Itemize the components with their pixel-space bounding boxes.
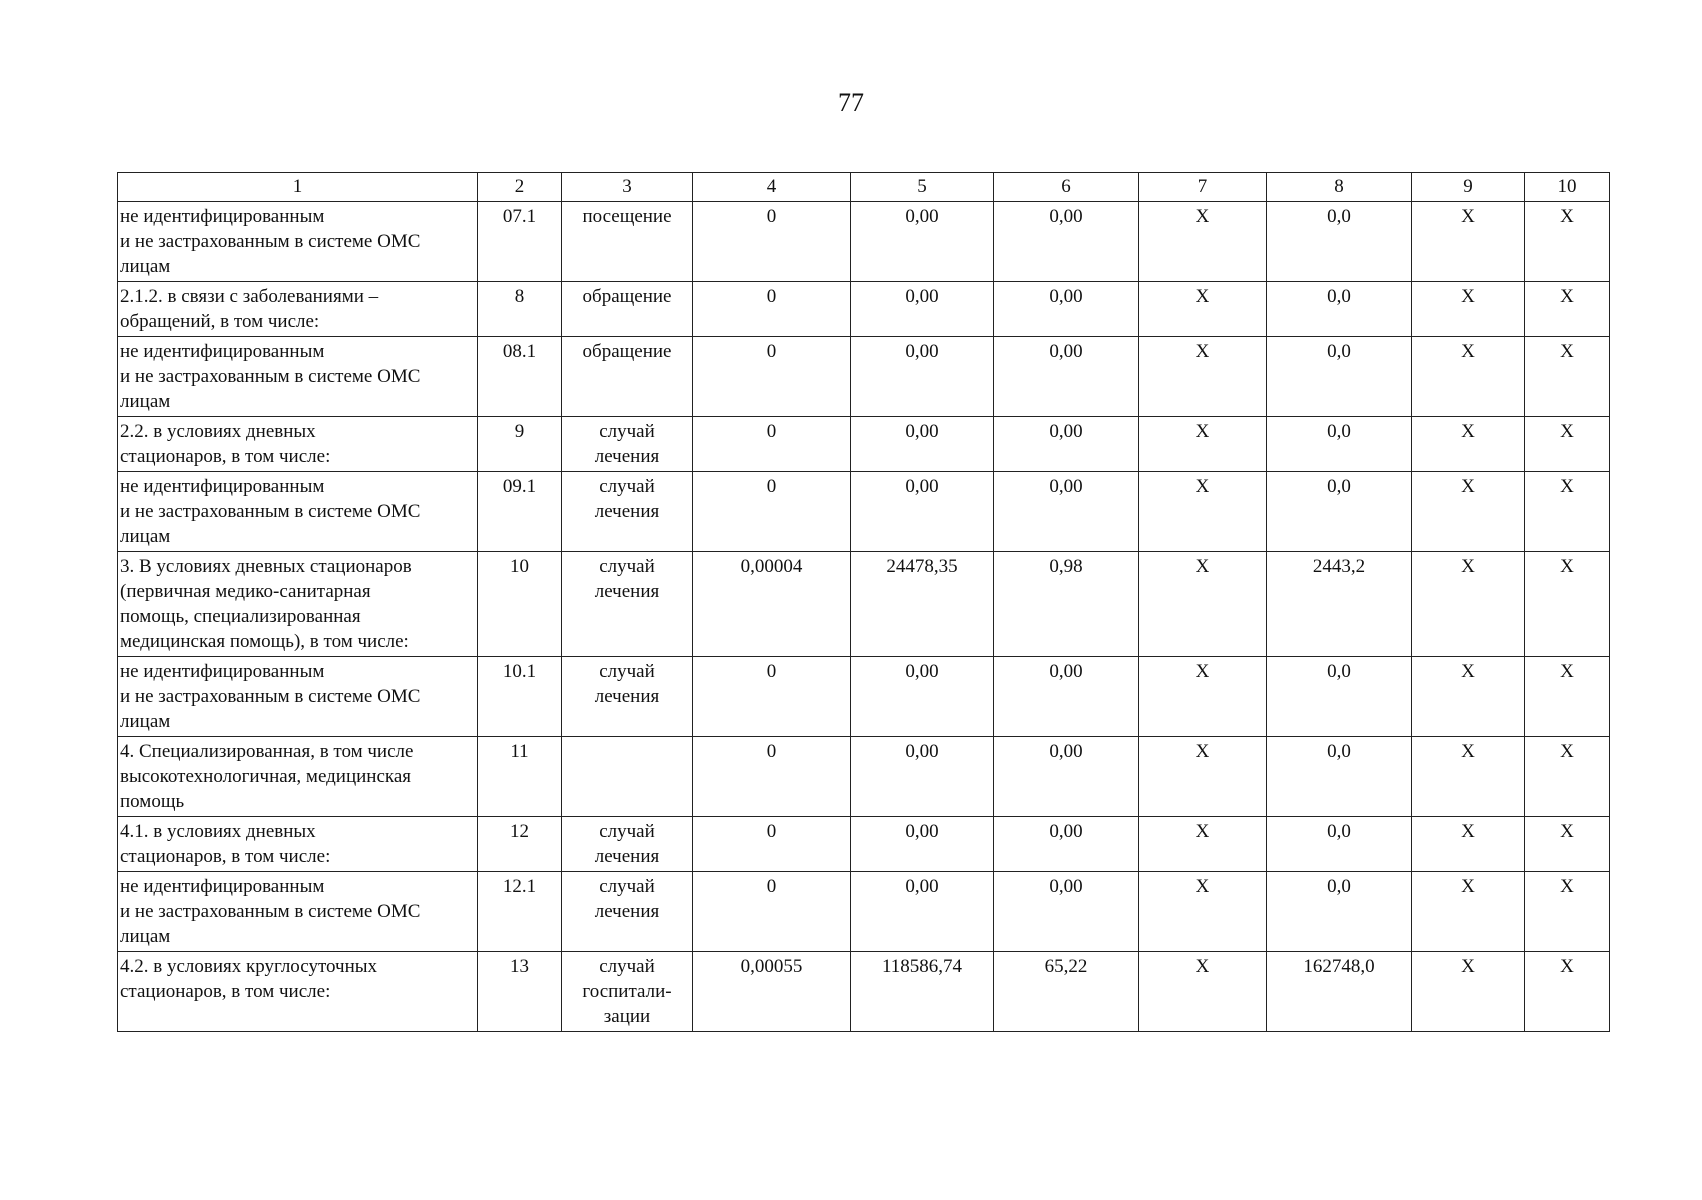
row-unit-line: случай	[599, 956, 655, 977]
row-unit-line: посещение	[582, 206, 672, 227]
row-name-line: и не застрахованным в системе ОМС	[120, 366, 421, 387]
row-value-c4: 0	[693, 417, 851, 472]
row-value-c6: 0,98	[994, 552, 1139, 657]
row-unit-cell	[562, 472, 693, 552]
row-unit-line: случай	[599, 821, 655, 842]
row-unit-cell	[562, 337, 693, 417]
row-value-c8: 0,0	[1267, 417, 1412, 472]
row-code-cell: 8	[478, 282, 562, 337]
row-name-cell	[118, 552, 478, 657]
row-code-cell: 12.1	[478, 872, 562, 952]
row-unit-cell	[562, 872, 693, 952]
row-value-c9: Х	[1412, 472, 1525, 552]
column-header-7: 7	[1139, 173, 1267, 202]
table-row	[118, 952, 1610, 1032]
row-code-cell: 10.1	[478, 657, 562, 737]
row-value-c4: 0,00055	[693, 952, 851, 1032]
row-value-c6: 0,00	[994, 872, 1139, 952]
row-unit-line: госпитали-	[582, 981, 672, 1002]
row-code-cell: 07.1	[478, 202, 562, 282]
row-name-line: лицам	[120, 711, 171, 732]
row-value-c7: Х	[1139, 657, 1267, 737]
row-value-c8: 0,0	[1267, 202, 1412, 282]
row-name-cell	[118, 952, 478, 1032]
row-name-line: помощь, специализированная	[120, 606, 361, 627]
row-value-c8: 0,0	[1267, 472, 1412, 552]
row-name-line: стационаров, в том числе:	[120, 981, 331, 1002]
row-name-line: 4.1. в условиях дневных	[120, 821, 316, 842]
row-name-line: высокотехнологичная, медицинская	[120, 766, 412, 787]
row-unit-cell	[562, 952, 693, 1032]
row-value-c5: 0,00	[851, 737, 994, 817]
row-value-c7: Х	[1139, 817, 1267, 872]
row-value-c10: Х	[1525, 952, 1610, 1032]
row-value-c7: Х	[1139, 737, 1267, 817]
row-name-line: не идентифицированным	[120, 341, 325, 362]
row-value-c6: 0,00	[994, 417, 1139, 472]
row-name-line: 4.2. в условиях круглосуточных	[120, 956, 378, 977]
row-value-c9: Х	[1412, 657, 1525, 737]
row-unit-line: лечения	[594, 686, 660, 707]
row-value-c7: Х	[1139, 472, 1267, 552]
table-row	[118, 737, 1610, 817]
row-value-c5: 0,00	[851, 817, 994, 872]
row-unit-cell	[562, 552, 693, 657]
row-name-line: не идентифицированным	[120, 661, 325, 682]
row-value-c4: 0	[693, 202, 851, 282]
column-header-10: 10	[1525, 173, 1610, 202]
row-unit-line: случай	[599, 476, 655, 497]
row-unit-line: случай	[599, 421, 655, 442]
row-value-c4: 0	[693, 472, 851, 552]
row-value-c9: Х	[1412, 552, 1525, 657]
row-code-cell: 12	[478, 817, 562, 872]
table-row	[118, 337, 1610, 417]
page-number: 77	[838, 88, 864, 117]
row-value-c10: Х	[1525, 657, 1610, 737]
row-value-c4: 0	[693, 657, 851, 737]
row-unit-line: лечения	[594, 846, 660, 867]
row-name-line: не идентифицированным	[120, 876, 325, 897]
row-value-c5: 0,00	[851, 202, 994, 282]
table-row	[118, 472, 1610, 552]
row-value-c6: 0,00	[994, 472, 1139, 552]
row-unit-line: лечения	[594, 446, 660, 467]
row-value-c8: 0,0	[1267, 817, 1412, 872]
row-value-c6: 0,00	[994, 657, 1139, 737]
column-header-3: 3	[562, 173, 693, 202]
row-code-cell: 09.1	[478, 472, 562, 552]
row-name-line: помощь	[120, 791, 185, 812]
row-value-c8: 162748,0	[1267, 952, 1412, 1032]
row-value-c9: Х	[1412, 817, 1525, 872]
row-value-c10: Х	[1525, 737, 1610, 817]
row-value-c9: Х	[1412, 202, 1525, 282]
row-value-c8: 2443,2	[1267, 552, 1412, 657]
row-name-cell	[118, 472, 478, 552]
row-name-line: стационаров, в том числе:	[120, 846, 331, 867]
row-code-cell: 10	[478, 552, 562, 657]
table-row	[118, 282, 1610, 337]
row-name-line: 4. Специализированная, в том числе	[120, 741, 414, 762]
row-value-c9: Х	[1412, 417, 1525, 472]
row-value-c4: 0	[693, 817, 851, 872]
row-value-c5: 118586,74	[851, 952, 994, 1032]
column-header-6: 6	[994, 173, 1139, 202]
row-unit-line: обращение	[582, 341, 672, 362]
row-value-c4: 0	[693, 737, 851, 817]
column-header-1: 1	[118, 173, 478, 202]
row-unit-line: лечения	[594, 501, 660, 522]
row-unit-line: случай	[599, 661, 655, 682]
row-value-c7: Х	[1139, 417, 1267, 472]
row-unit-cell	[562, 282, 693, 337]
row-name-cell	[118, 282, 478, 337]
row-value-c7: Х	[1139, 202, 1267, 282]
row-name-line: лицам	[120, 256, 171, 277]
row-value-c8: 0,0	[1267, 657, 1412, 737]
row-value-c5: 0,00	[851, 337, 994, 417]
row-unit-cell	[562, 737, 693, 817]
row-name-line: 3. В условиях дневных стационаров	[120, 556, 412, 577]
row-name-line: лицам	[120, 926, 171, 947]
table-body	[118, 202, 1610, 1032]
row-value-c7: Х	[1139, 552, 1267, 657]
row-value-c10: Х	[1525, 817, 1610, 872]
row-name-line: и не застрахованным в системе ОМС	[120, 231, 421, 252]
row-name-cell	[118, 817, 478, 872]
row-unit-line: случай	[599, 556, 655, 577]
row-value-c6: 0,00	[994, 817, 1139, 872]
row-value-c10: Х	[1525, 872, 1610, 952]
header-row	[118, 173, 1610, 202]
row-name-line: (первичная медико-санитарная	[120, 581, 371, 602]
row-name-line: и не застрахованным в системе ОМС	[120, 901, 421, 922]
row-value-c9: Х	[1412, 872, 1525, 952]
column-header-5: 5	[851, 173, 994, 202]
row-name-cell	[118, 737, 478, 817]
row-code-cell: 11	[478, 737, 562, 817]
row-name-line: 2.2. в условиях дневных	[120, 421, 316, 442]
row-value-c9: Х	[1412, 282, 1525, 337]
row-value-c8: 0,0	[1267, 872, 1412, 952]
row-value-c7: Х	[1139, 872, 1267, 952]
row-value-c9: Х	[1412, 737, 1525, 817]
row-value-c7: Х	[1139, 952, 1267, 1032]
row-name-line: не идентифицированным	[120, 206, 325, 227]
row-value-c10: Х	[1525, 552, 1610, 657]
row-value-c4: 0,00004	[693, 552, 851, 657]
row-value-c5: 0,00	[851, 872, 994, 952]
row-value-c4: 0	[693, 872, 851, 952]
row-value-c10: Х	[1525, 417, 1610, 472]
data-table	[117, 172, 1610, 1032]
row-name-line: не идентифицированным	[120, 476, 325, 497]
row-unit-line: зации	[603, 1006, 651, 1027]
row-value-c8: 0,0	[1267, 737, 1412, 817]
table-row	[118, 417, 1610, 472]
row-value-c5: 0,00	[851, 282, 994, 337]
row-unit-line: лечения	[594, 581, 660, 602]
table-row	[118, 817, 1610, 872]
row-name-cell	[118, 657, 478, 737]
row-value-c5: 0,00	[851, 472, 994, 552]
row-name-line: лицам	[120, 526, 171, 547]
row-name-line: 2.1.2. в связи с заболеваниями –	[120, 286, 379, 307]
row-unit-line: лечения	[594, 901, 660, 922]
row-name-line: и не застрахованным в системе ОМС	[120, 686, 421, 707]
column-header-4: 4	[693, 173, 851, 202]
row-value-c8: 0,0	[1267, 282, 1412, 337]
row-unit-cell	[562, 202, 693, 282]
row-name-line: и не застрахованным в системе ОМС	[120, 501, 421, 522]
row-value-c5: 24478,35	[851, 552, 994, 657]
column-header-9: 9	[1412, 173, 1525, 202]
row-unit-cell	[562, 417, 693, 472]
row-name-line: стационаров, в том числе:	[120, 446, 331, 467]
row-value-c7: Х	[1139, 282, 1267, 337]
row-name-line: лицам	[120, 391, 171, 412]
row-value-c5: 0,00	[851, 417, 994, 472]
row-name-cell	[118, 337, 478, 417]
row-value-c6: 0,00	[994, 337, 1139, 417]
row-name-line: обращений, в том числе:	[120, 311, 320, 332]
column-header-2: 2	[478, 173, 562, 202]
row-value-c9: Х	[1412, 952, 1525, 1032]
table-row	[118, 552, 1610, 657]
table-row	[118, 202, 1610, 282]
row-value-c6: 0,00	[994, 282, 1139, 337]
row-value-c7: Х	[1139, 337, 1267, 417]
row-value-c8: 0,0	[1267, 337, 1412, 417]
row-value-c10: Х	[1525, 282, 1610, 337]
row-unit-cell	[562, 657, 693, 737]
row-name-cell	[118, 872, 478, 952]
row-unit-line: случай	[599, 876, 655, 897]
row-value-c10: Х	[1525, 337, 1610, 417]
row-value-c6: 65,22	[994, 952, 1139, 1032]
row-unit-cell	[562, 817, 693, 872]
column-header-8: 8	[1267, 173, 1412, 202]
row-value-c10: Х	[1525, 472, 1610, 552]
row-name-cell	[118, 202, 478, 282]
table-row	[118, 657, 1610, 737]
row-unit-line: обращение	[582, 286, 672, 307]
table-row	[118, 872, 1610, 952]
row-value-c9: Х	[1412, 337, 1525, 417]
row-code-cell: 9	[478, 417, 562, 472]
row-name-cell	[118, 417, 478, 472]
row-value-c5: 0,00	[851, 657, 994, 737]
row-code-cell: 13	[478, 952, 562, 1032]
row-name-line: медицинская помощь), в том числе:	[120, 631, 409, 652]
row-code-cell: 08.1	[478, 337, 562, 417]
row-value-c4: 0	[693, 337, 851, 417]
row-value-c4: 0	[693, 282, 851, 337]
row-value-c6: 0,00	[994, 737, 1139, 817]
row-value-c10: Х	[1525, 202, 1610, 282]
row-value-c6: 0,00	[994, 202, 1139, 282]
